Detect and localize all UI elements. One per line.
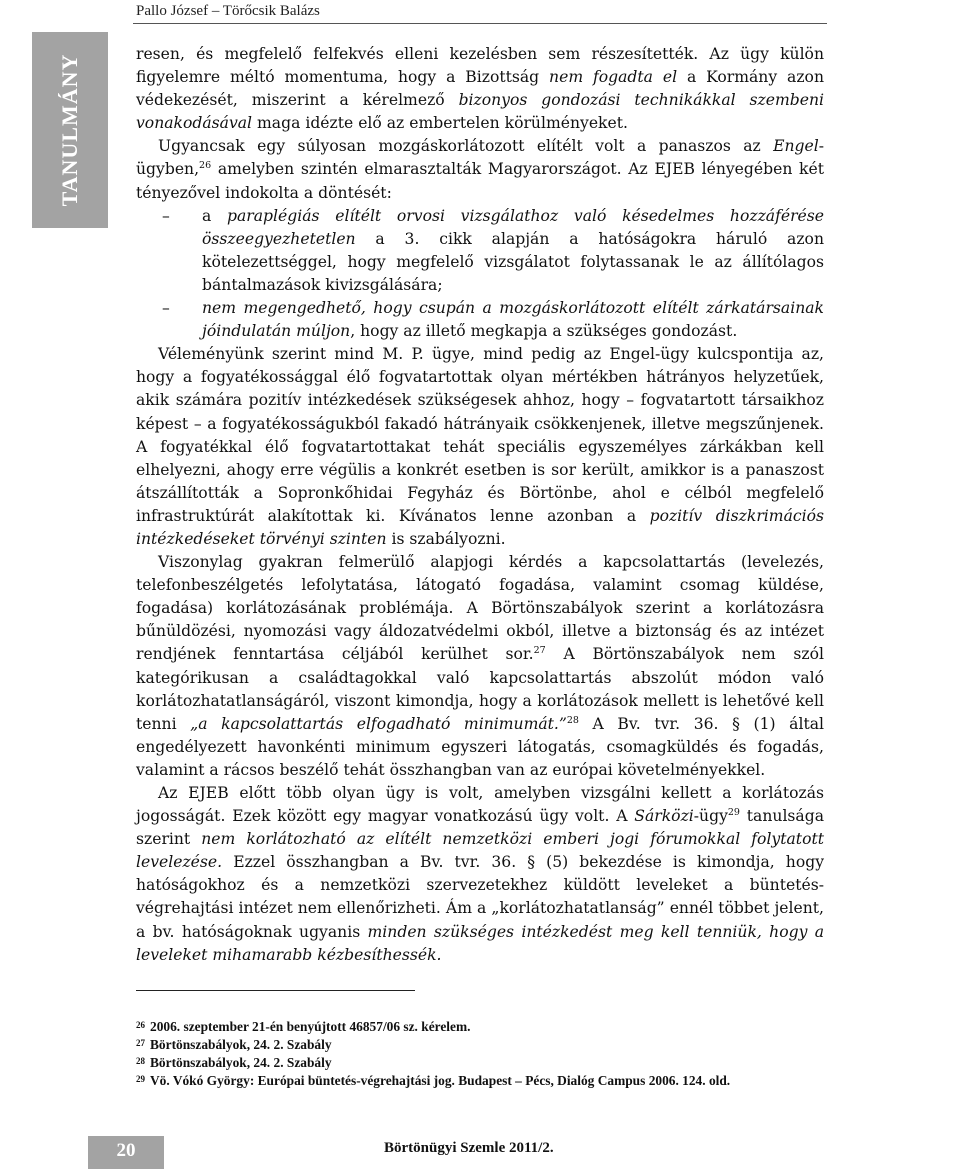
paragraph — [136, 782, 824, 967]
article-body — [136, 43, 824, 967]
footnote-separator — [136, 990, 415, 991]
italic-run: nem korlátozható az elítélt nemzetközi emberi jogi fórumokkal folytatott levelezése. — [136, 830, 824, 872]
footnote — [136, 1036, 836, 1054]
footnote-ref[interactable]: 28 — [566, 714, 579, 726]
list-item — [136, 297, 824, 343]
footnote-number: 29 — [136, 1074, 145, 1084]
paragraph — [136, 135, 824, 204]
header-rule — [133, 23, 827, 24]
paragraph — [136, 551, 824, 782]
section-tab — [32, 32, 108, 228]
text-run: is szabályozni. — [386, 529, 506, 548]
footnote — [136, 1072, 836, 1090]
italic-run: paraplégiás elítélt orvosi vizsgálathoz való késedelmes hozzáférése összeegyezhetetlen — [202, 206, 824, 248]
text-run: A Bv. tvr. 36. § (1) által engedélyezett havonkénti minimum egyszeri látogatás, csomagküldés és fogadás, valamint a rácsos beszélő tehát összhangban van az európai követelményekkel. — [136, 714, 825, 779]
text-run: -ügy — [693, 807, 728, 826]
italic-run: nem megengedhető, hogy csupán a mozgáskorlátozott elítélt zárkatársainak jóindulatán múljon — [202, 299, 824, 341]
italic-run: „a kapcsolattartás elfogadható minimumát.” — [190, 714, 567, 733]
text-run: maga idézte elő az embertelen körülményeket. — [252, 114, 628, 133]
dash-bullet: – — [162, 206, 170, 225]
footnote-ref[interactable]: 29 — [727, 807, 740, 819]
text-run: a — [202, 206, 228, 225]
paragraph — [136, 343, 824, 551]
running-head: Pallo József – Törőcsik Balázs — [136, 3, 320, 19]
footnote-text: 2006. szeptember 21-én benyújtott 46857/06 sz. kérelem. — [150, 1019, 471, 1034]
dash-bullet: – — [162, 299, 170, 318]
footnote-text: Börtönszabályok, 24. 2. Szabály — [150, 1037, 332, 1052]
text-run: tanulsága szerint — [136, 807, 825, 849]
italic-run: nem fogadta el — [549, 68, 678, 87]
text-run: Ugyancsak egy súlyosan mozgáskorlátozott elítélt volt a panaszos az — [158, 137, 774, 156]
text-run: Véleményünk szerint mind M. P. ügye, mind pedig az Engel-ügy kulcspontija az, hogy a fogyatékossággal élő fogvatartottak olyan mértékben hátrányos helyzetűek, akik számára pozitív intézkedések szükségesek ahhoz, hogy – fogvatartott társaikhoz képest – a fogyatékosságukból fakadó hátrányaik csökkenjenek, illetve megszűnjenek. A fogyatékkal élő fogvatartottakat tehát speciális egyszemélyes zárkákban kell elhelyezni, ahogy erre végülis a konkrét esetben is sor került, amikkor is a panaszost átszállították a Sopronkőhidai Fegyház és Börtönbe, ahol e célból megfelelő infrastruktúrát alakítottak ki. Kívánatos lenne azonban a — [136, 345, 824, 525]
footnote — [136, 1054, 836, 1072]
text-run: amelyben szintén elmarasztalták Magyarországot. Az EJEB lényegében két tényezővel indokolta a döntését: — [136, 160, 824, 202]
journal-title: Börtönügyi Szemle 2011/2. — [384, 1140, 554, 1156]
text-run: a 3. cikk alapján a hatóságokra háruló azon kötelezettséggel, hogy megfelelő vizsgálatot folytassanak le az állítólagos bántalmazások kivizsgálására; — [202, 229, 824, 294]
footnote-ref[interactable]: 27 — [533, 645, 546, 657]
text-run: A Börtönszabályok nem szól kategórikusan a családtagokkal való kapcsolattartás abszolút módon való korlátozhatatlanságáról, viszont kimondja, hogy a korlátozások mellett is lehetővé kell tenni — [136, 645, 824, 733]
text-run: , hogy az illető megkapja a szükséges gondozást. — [350, 322, 738, 341]
page-number: 20 — [116, 1140, 136, 1161]
list-item — [136, 205, 824, 297]
text-run: Az EJEB előtt több olyan ügy is volt, amelyben vizsgálni kellett a korlátozás jogosságát. Ezek között egy magyar vonatkozású ügy volt. A — [136, 784, 824, 826]
italic-run: Sárközi — [634, 807, 694, 826]
text-run: -ügyben, — [136, 137, 824, 179]
paragraph — [136, 43, 824, 135]
italic-run: pozitív diszkrimációs intézkedéseket törvényi szinten — [136, 506, 824, 548]
text-run: resen, és megfelelő felfekvés elleni kezelésben sem részesítették. Az ügy külön figyelemre méltó momentuma, hogy a Bizottság — [136, 45, 824, 87]
italic-run: minden szükséges intézkedést meg kell tenniük, hogy a leveleket mihamarabb kézbesíthessék. — [136, 922, 824, 964]
footnote-text: Börtönszabályok, 24. 2. Szabály — [150, 1055, 332, 1070]
footnote-ref[interactable]: 26 — [199, 160, 212, 172]
footnotes — [136, 1018, 836, 1090]
footnote-text: Vö. Vókó György: Európai büntetés-végrehajtási jog. Budapest – Pécs, Dialóg Campus 2006. 124. old. — [150, 1073, 731, 1088]
text-run: Ezzel összhangban a Bv. tvr. 36. § (5) bekezdése is kimondja, hogy hatóságokhoz és a nemzetközi szervezetekhez küldött leveleket a büntetés-végrehajtási intézet nem ellenőrizheti. Ám a „korlátozhatatlanság” ennél többet jelent, a bv. hatóságoknak ugyanis — [136, 853, 824, 941]
footnote-number: 28 — [136, 1056, 145, 1066]
text-run: a Kormány azon védekezését, miszerint a kérelmező — [136, 68, 824, 110]
footnote-number: 26 — [136, 1020, 145, 1030]
italic-run: bizonyos gondozási technikákkal szembeni vonakodásával — [136, 91, 824, 133]
italic-run: Engel — [773, 137, 819, 156]
page-number-box — [88, 1136, 164, 1169]
footnote-number: 27 — [136, 1038, 145, 1048]
footnote — [136, 1018, 836, 1036]
section-tab-label: TANULMÁNY — [57, 53, 82, 207]
text-run: Viszonylag gyakran felmerülő alapjogi kérdés a kapcsolattartás (levelezés, telefonbeszélgetés lefolytatása, látogató fogadása, valamint csomag küldése, fogadása) korlátozásának problémája. A Börtönszabályok szerint a korlátozásra bűnüldözési, nyomozási vagy áldozatvédelmi okból, illetve a biztonság és az intézet rendjének fenntartása céljából kerülhet sor. — [136, 553, 824, 664]
